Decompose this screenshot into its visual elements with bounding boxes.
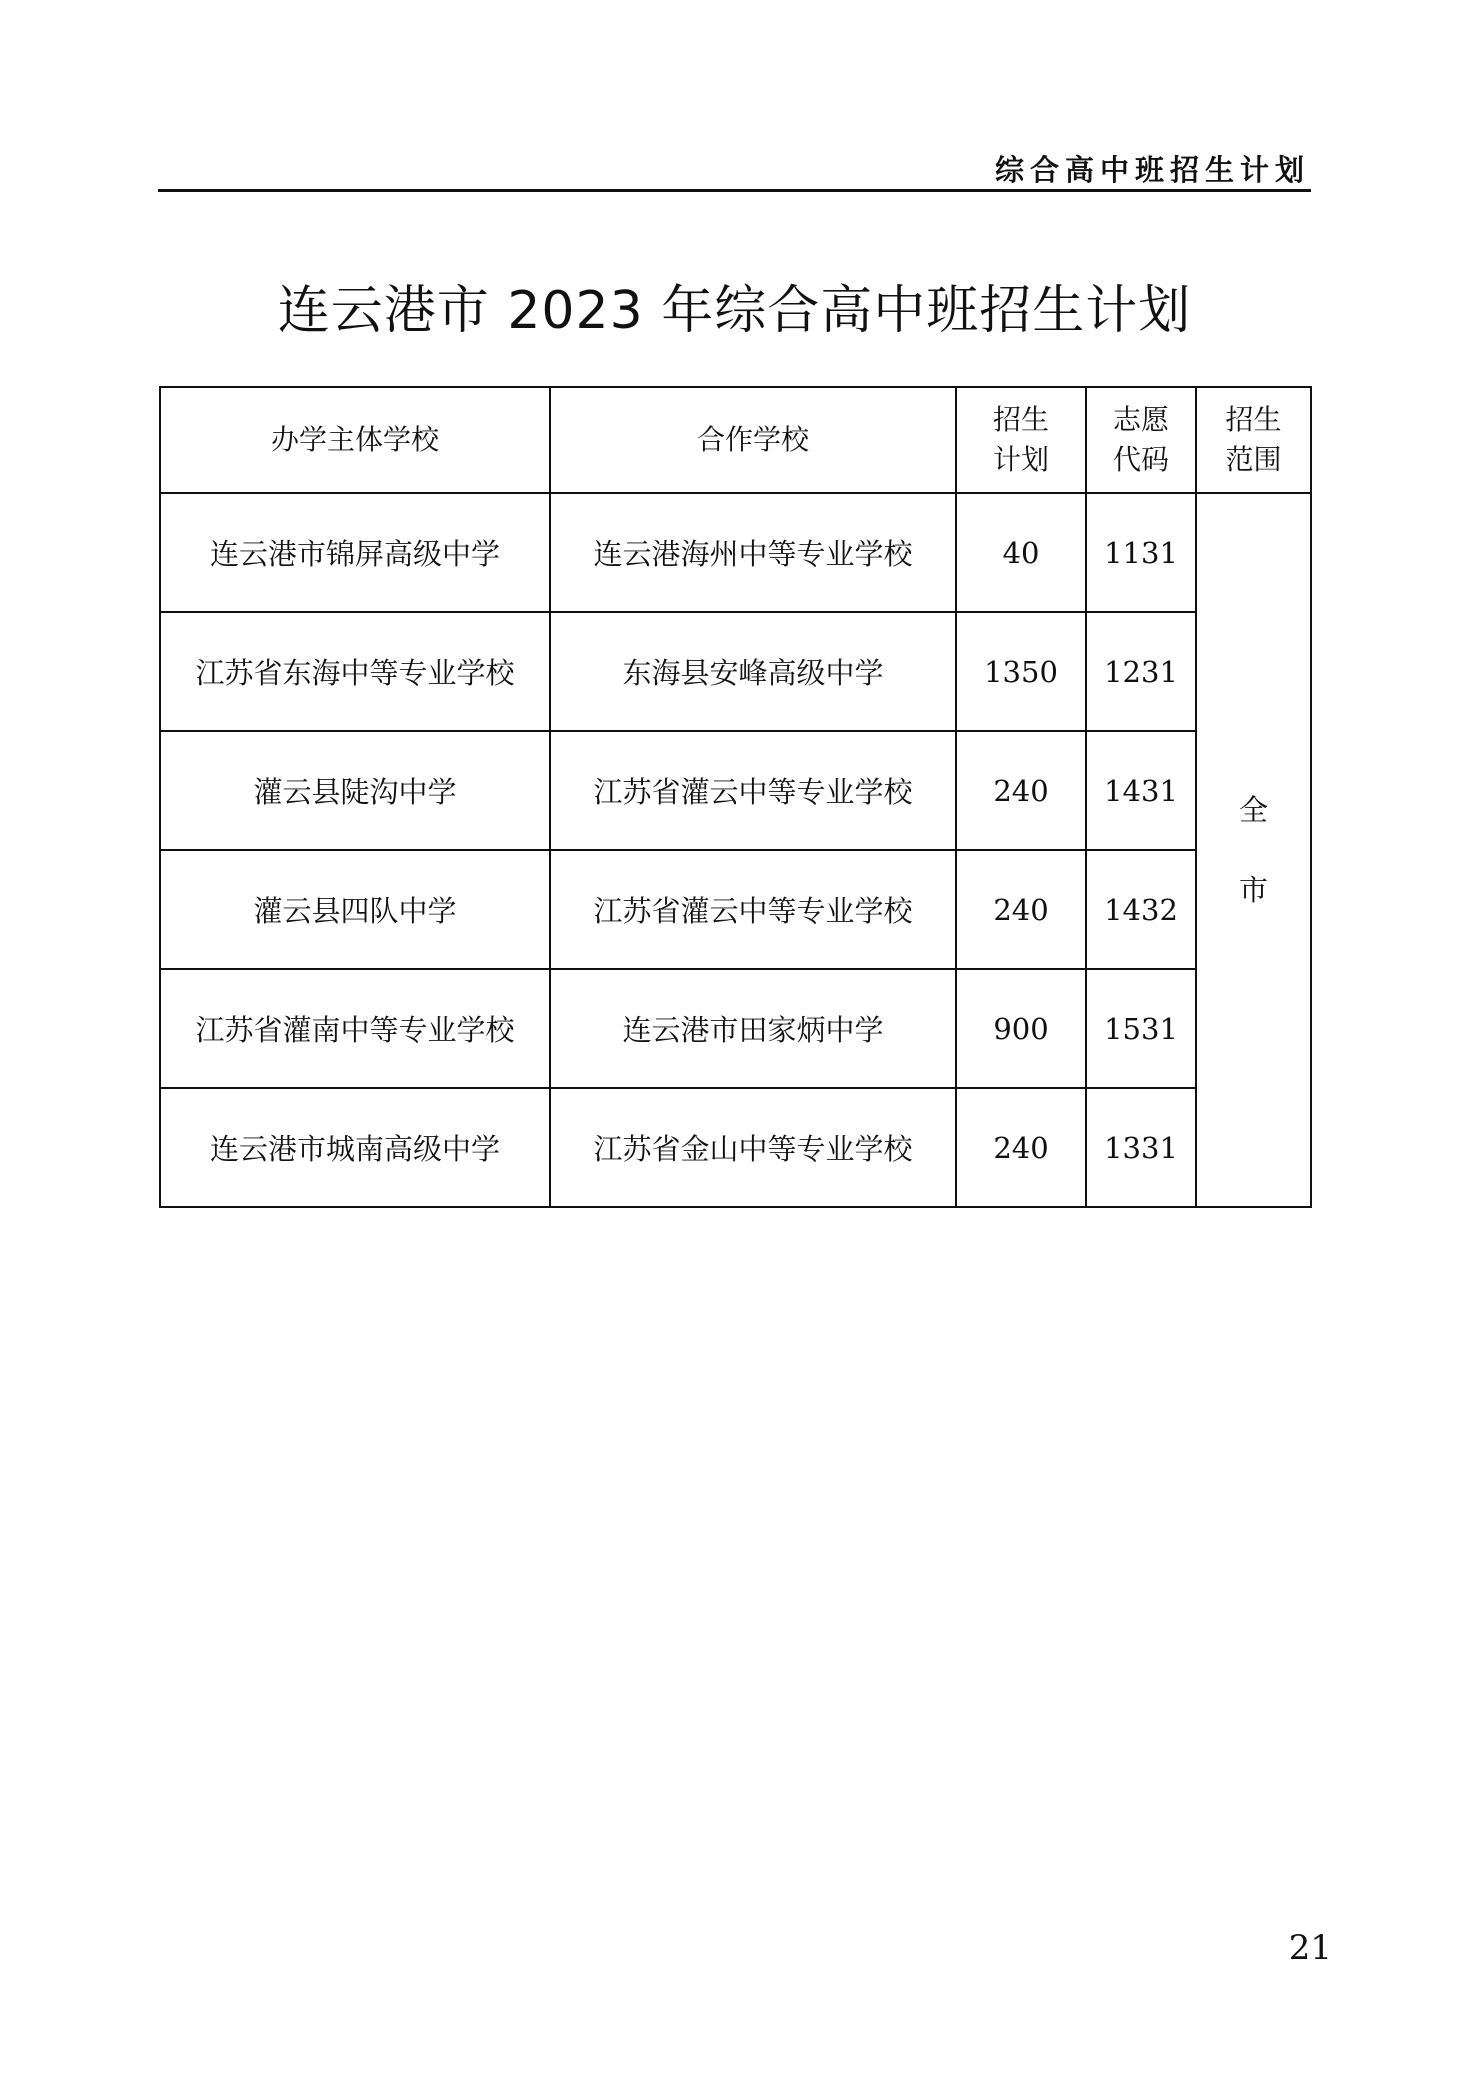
enrollment-plan-table	[159, 386, 1312, 1208]
plan-cell: 240	[956, 731, 1086, 850]
table-row	[160, 493, 1311, 612]
main-school-cell: 灌云县四队中学	[160, 850, 550, 969]
scope-cell	[1196, 493, 1311, 1207]
header-rule	[158, 189, 1311, 192]
main-school-cell: 连云港市锦屏高级中学	[160, 493, 550, 612]
partner-school-cell: 江苏省灌云中等专业学校	[550, 731, 956, 850]
main-school-cell: 江苏省灌南中等专业学校	[160, 969, 550, 1088]
table-row	[160, 1088, 1311, 1207]
table-row	[160, 969, 1311, 1088]
plan-cell: 1350	[956, 612, 1086, 731]
plan-cell: 900	[956, 969, 1086, 1088]
table-header-row	[160, 387, 1311, 493]
code-cell: 1531	[1086, 969, 1196, 1088]
column-header-code: 志愿代码	[1086, 387, 1196, 493]
main-school-cell: 江苏省东海中等专业学校	[160, 612, 550, 731]
partner-school-cell: 连云港海州中等专业学校	[550, 493, 956, 612]
table-row	[160, 612, 1311, 731]
column-header-scope: 招生范围	[1196, 387, 1311, 493]
scope-text: 全市	[1239, 793, 1269, 907]
table-row	[160, 850, 1311, 969]
table-row	[160, 731, 1311, 850]
code-cell: 1432	[1086, 850, 1196, 969]
code-cell: 1131	[1086, 493, 1196, 612]
page-title: 连云港市 2023 年综合高中班招生计划	[277, 281, 1192, 341]
main-school-cell: 连云港市城南高级中学	[160, 1088, 550, 1207]
column-header-partner-school: 合作学校	[550, 387, 956, 493]
plan-cell: 240	[956, 1088, 1086, 1207]
partner-school-cell: 江苏省灌云中等专业学校	[550, 850, 956, 969]
code-cell: 1431	[1086, 731, 1196, 850]
partner-school-cell: 江苏省金山中等专业学校	[550, 1088, 956, 1207]
page-number: 21	[1288, 1928, 1332, 1968]
column-header-main-school: 办学主体学校	[160, 387, 550, 493]
partner-school-cell: 东海县安峰高级中学	[550, 612, 956, 731]
code-cell: 1331	[1086, 1088, 1196, 1207]
column-header-plan: 招生计划	[956, 387, 1086, 493]
plan-cell: 240	[956, 850, 1086, 969]
code-cell: 1231	[1086, 612, 1196, 731]
partner-school-cell: 连云港市田家炳中学	[550, 969, 956, 1088]
main-school-cell: 灌云县陡沟中学	[160, 731, 550, 850]
running-head-title: 综合高中班招生计划	[994, 153, 1310, 187]
plan-cell: 40	[956, 493, 1086, 612]
